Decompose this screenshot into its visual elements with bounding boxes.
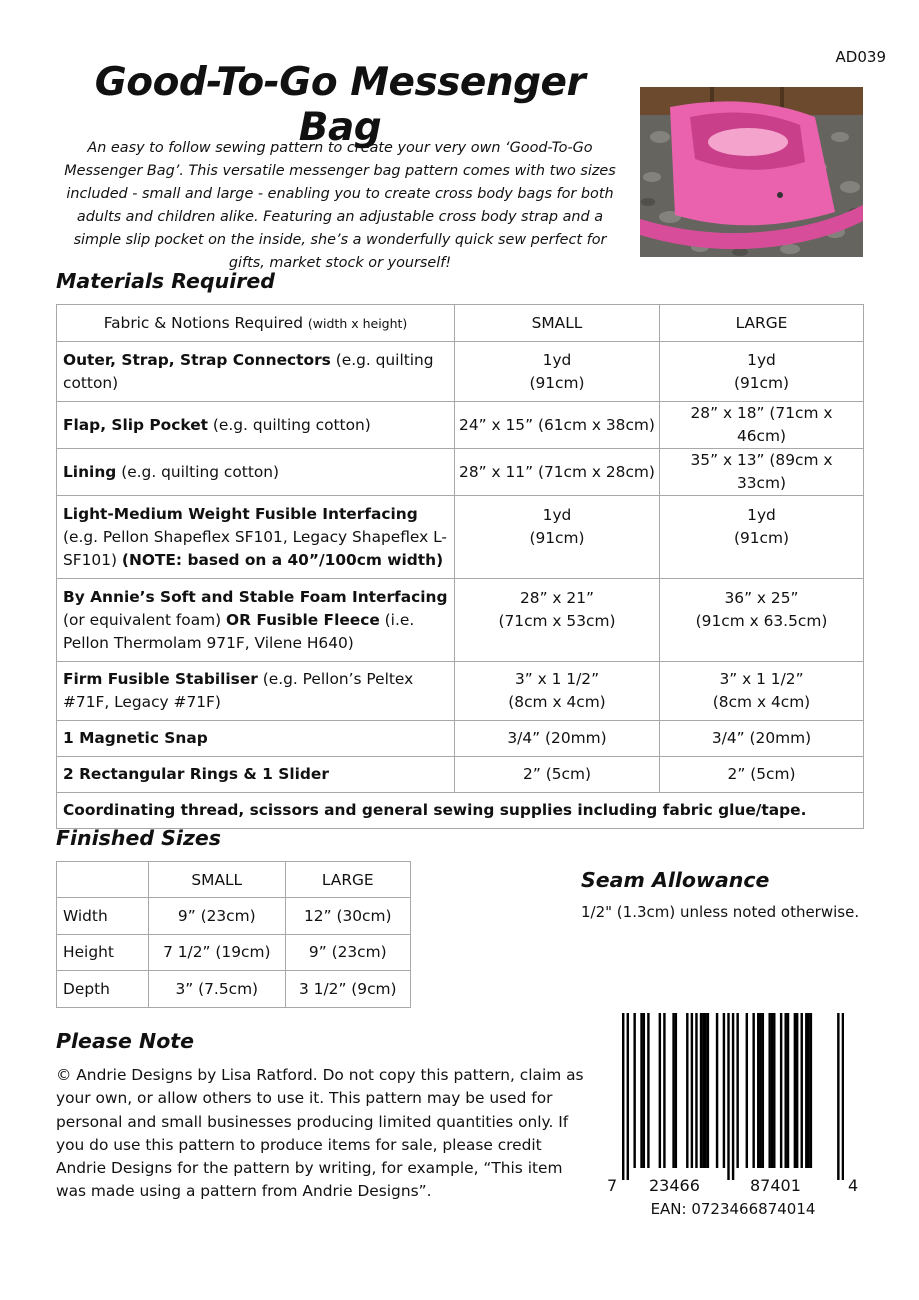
barcode-bar [837,1013,839,1180]
finished-sizes-table [56,861,411,1008]
barcode-bar [796,1013,798,1168]
barcode-bar [780,1013,782,1168]
table-row: By Annie’s Soft and Stable Foam Interfacing (or equivalent foam) OR Fusible Fleece (i.e. Pellon Thermolam 971F, Vilene H640) 28” x 21” (71cm x 53cm) 36” x 25” (91cm x 63.5cm) [57,579,864,662]
barcode-bar [647,1013,649,1168]
materials-heading: Materials Required [56,269,275,293]
materials-header-item: Fabric & Notions Required (width x height) [57,305,455,342]
barcode-bar [794,1013,796,1168]
finished-header-row: SMALL LARGE [57,862,411,898]
barcode-bar [736,1013,738,1168]
table-row: Height 7 1/2” (19cm) 9” (23cm) [57,934,411,970]
barcode-bar [784,1013,786,1168]
table-row: Outer, Strap, Strap Connectors (e.g. quilting cotton) 1yd (91cm) 1yd (91cm) [57,342,864,402]
bag-photo [640,87,863,257]
barcode-bar [640,1013,642,1168]
barcode-bar [732,1013,734,1180]
table-row: Depth 3” (7.5cm) 3 1/2” (9cm) [57,971,411,1007]
barcode-bar [723,1013,725,1168]
barcode-bar [727,1013,729,1180]
materials-table [56,304,864,829]
table-row: Lining (e.g. quilting cotton) 28” x 11” (71cm x 28cm) 35” x 13” (89cm x 33cm) [57,449,864,496]
table-row: Width 9” (23cm) 12” (30cm) [57,898,411,934]
barcode-bar [663,1013,665,1168]
table-row: Flap, Slip Pocket (e.g. quilting cotton) 24” x 15” (61cm x 38cm) 28” x 18” (71cm x 46cm) [57,402,864,449]
seam-allowance-text: 1/2" (1.3cm) unless noted otherwise. [581,903,860,921]
please-note-heading: Please Note [56,1029,194,1053]
barcode-bar [757,1013,759,1168]
barcode-bar [787,1013,789,1168]
barcode-bar [675,1013,677,1168]
barcode-bar [691,1013,693,1168]
barcode-digits-right: 87401 [750,1176,801,1195]
barcode-bar [801,1013,803,1168]
barcode-bar [807,1013,809,1168]
barcode-bar [672,1013,674,1168]
table-row: 2 Rectangular Rings & 1 Slider 2” (5cm) 2” (5cm) [57,757,864,793]
barcode-bar [752,1013,754,1168]
seam-allowance-heading: Seam Allowance [581,868,770,892]
barcode-bar [633,1013,635,1168]
barcode-bar [773,1013,775,1168]
barcode-bar [771,1013,773,1168]
finished-sizes-heading: Finished Sizes [56,826,221,850]
barcode-bar [746,1013,748,1168]
ean-code: EAN: 0723466874014 [650,1200,816,1218]
barcode-bar [700,1013,702,1168]
barcode-bar [762,1013,764,1168]
barcode-bar [622,1013,624,1180]
barcode-bar [810,1013,812,1168]
barcode-digit-first: 7 [607,1176,618,1195]
barcode-bar [686,1013,688,1168]
table-row: Firm Fusible Stabiliser (e.g. Pellon’s Peltex #71F, Legacy #71F) 3” x 1 1/2” (8cm x 4cm) 3” x 1 1/2” (8cm x 4cm) [57,662,864,721]
barcode-bar [704,1013,706,1168]
barcode-bar [716,1013,718,1168]
barcode-digits-left: 23466 [649,1176,700,1195]
materials-header-small: SMALL [455,305,660,342]
barcode-digit-last: 4 [848,1176,859,1195]
table-row: Light-Medium Weight Fusible Interfacing (e.g. Pellon Shapeflex SF101, Legacy Shapeflex L-SF101) (NOTE: based on a 40”/100cm width) 1yd (91cm) 1yd (91cm) [57,496,864,579]
barcode-bar [768,1013,770,1168]
materials-header-large: LARGE [660,305,864,342]
table-row: 1 Magnetic Snap 3/4” (20mm) 3/4” (20mm) [57,721,864,757]
barcode [622,1013,844,1180]
materials-footer-row: Coordinating thread, scissors and general sewing supplies including fabric glue/tape. [57,793,864,829]
barcode-bar [627,1013,629,1180]
barcode-bar [707,1013,709,1168]
barcode-bar [805,1013,807,1168]
barcode-bar [695,1013,697,1168]
bag-photo-image [640,87,863,257]
intro-paragraph: An easy to follow sewing pattern to create your very own ‘Good-To-Go Messenger Bag’. This versatile messenger bag pattern comes with two sizes included - small and large - enabling you to create cross body bags for both adults and children alike. Featuring an adjustable cross body strap and a simple slip pocket on the inside, she’s a wonderfully quick sew perfect for gifts, market stock or yourself! [64,140,616,271]
barcode-bar [643,1013,645,1168]
page-title: Good-To-Go Messenger Bag [94,60,586,150]
barcode-bar [659,1013,661,1168]
materials-header-row [57,305,864,342]
barcode-bar [842,1013,844,1180]
barcode-bar [759,1013,761,1168]
please-note-text: © Andrie Designs by Lisa Ratford. Do not copy this pattern, claim as your own, or allow others to use it. This pattern may be used for personal and small businesses producing limited quantities only. If you do use this pattern to produce items for sale, please credit Andrie Designs for the pattern by writing, for example, “This item was made using a pattern from Andrie Designs”. [56,1066,584,1201]
pattern-code: AD039 [835,48,886,66]
barcode-bar [702,1013,704,1168]
